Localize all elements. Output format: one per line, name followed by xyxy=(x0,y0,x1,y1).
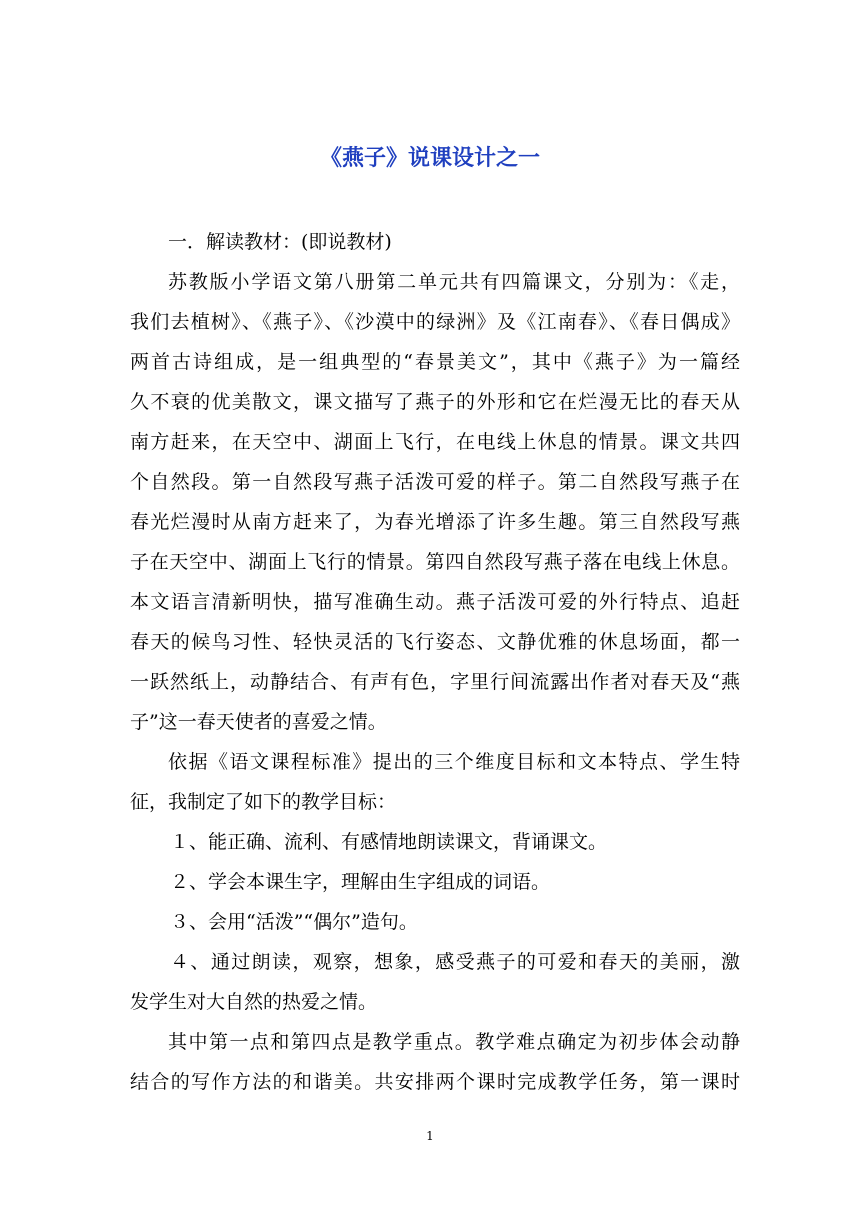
text-line: 两首古诗组成，是一组典型的“春景美文”，其中《燕子》为一篇经 xyxy=(130,351,740,373)
text-line: 苏教版小学语文第八册第二单元共有四篇课文，分别为：《走， xyxy=(168,271,740,293)
document-title: 《燕子》说课设计之一 xyxy=(319,145,540,171)
text-line: ４、通过朗读，观察，想象，感受燕子的可爱和春天的美丽，激 xyxy=(170,951,740,973)
text-line: ３、会用“活泼”“偶尔”造句。 xyxy=(170,911,418,933)
text-line: 其中第一点和第四点是教学重点。教学难点确定为初步体会动静 xyxy=(168,1031,740,1053)
text-line: ２、学会本课生字，理解由生字组成的词语。 xyxy=(170,871,551,893)
text-line: 春光烂漫时从南方赶来了，为春光增添了许多生趣。第三自然段写燕 xyxy=(130,511,740,533)
text-line: 子在天空中、湖面上飞行的情景。第四自然段写燕子落在电线上休息。 xyxy=(130,551,740,573)
text-line: 久不衰的优美散文，课文描写了燕子的外形和它在烂漫无比的春天从 xyxy=(130,391,740,413)
text-line: 发学生对大自然的热爱之情。 xyxy=(130,991,378,1013)
text-line: 征，我制定了如下的教学目标： xyxy=(130,791,397,813)
text-line: 依据《语文课程标准》提出的三个维度目标和文本特点、学生特 xyxy=(168,751,740,773)
text-line: 一．解读教材：(即说教材) xyxy=(168,231,392,253)
text-line: 结合的写作方法的和谐美。共安排两个课时完成教学任务，第一课时 xyxy=(130,1071,740,1093)
text-line: 春天的候鸟习性、轻快灵活的飞行姿态、文静优雅的休息场面，都一 xyxy=(130,631,740,653)
text-line: 个自然段。第一自然段写燕子活泼可爱的样子。第二自然段写燕子在 xyxy=(130,471,740,493)
document-body xyxy=(130,222,740,1102)
text-line: 我们去植树》、《燕子》、《沙漠中的绿洲》及《江南春》、《春日偶成》 xyxy=(130,311,740,333)
text-line: １、能正确、流利、有感情地朗读课文，背诵课文。 xyxy=(170,831,608,853)
text-line: 南方赶来，在天空中、湖面上飞行，在电线上休息的情景。课文共四 xyxy=(130,431,740,453)
text-line: 本文语言清新明快，描写准确生动。燕子活泼可爱的外行特点、追赶 xyxy=(130,591,740,613)
page-number: 1 xyxy=(426,1129,434,1143)
text-line: 一跃然纸上，动静结合、有声有色，字里行间流露出作者对春天及“燕 xyxy=(130,671,740,693)
text-line: 子”这一春天使者的喜爱之情。 xyxy=(130,711,387,733)
